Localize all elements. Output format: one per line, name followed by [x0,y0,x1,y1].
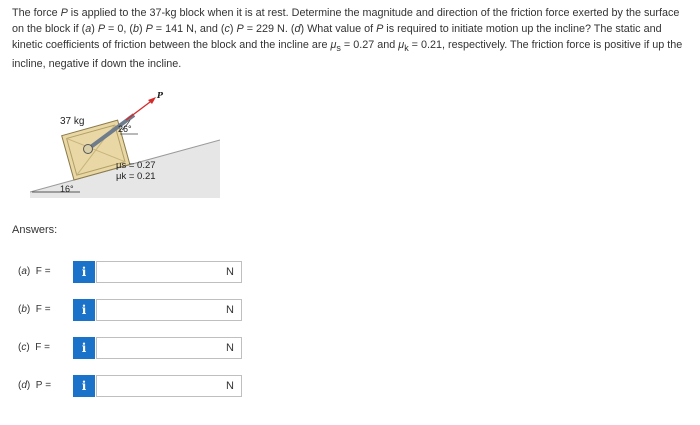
unit-label-c: N [226,342,234,354]
force-arrow [126,99,154,120]
answer-label-b: (b) F = [18,304,51,315]
answer-label-a: (a) F = [18,266,51,277]
answer-row-c [18,337,248,359]
info-icon[interactable]: i [73,261,95,283]
answer-row-a [18,261,248,283]
answers-label: Answers: [12,224,58,236]
mu-k-label: μk = 0.21 [116,171,156,182]
unit-label-d: N [226,380,234,392]
answer-row-d [18,375,248,397]
mass-label: 37 kg [60,116,85,127]
answer-label-c: (c) F = [18,342,50,353]
mu-s-label: μs = 0.27 [116,160,156,171]
info-icon[interactable]: i [73,337,95,359]
answer-input-c[interactable] [96,337,242,359]
force-label: P [157,90,164,100]
info-icon[interactable]: i [73,299,95,321]
answer-input-b[interactable] [96,299,242,321]
answer-input-a[interactable] [96,261,242,283]
incline-figure [30,86,220,198]
info-icon[interactable]: i [73,375,95,397]
problem-statement: The force P is applied to the 37-kg block when it is at rest. Determine the magnitude and direction of the friction force exerted by the surface on the block if (a) P = 0, (b) P = 141 N, and (c) P = 229 N. (d) What value of P is required to initiate motion up the incline? The static and kinetic coefficients of friction between the block and the incline are $\mu_s = 0.27$ and $\mu_k = 0.21$, respectively. The friction force is positive if up the incline, negative if down the incline. [12,7,683,71]
force-angle-label: 26° [118,124,132,134]
unit-label-b: N [226,304,234,316]
answer-row-b [18,299,248,321]
unit-label-a: N [226,266,234,278]
answer-label-d: (d) P = [18,380,52,391]
answer-input-d[interactable] [96,375,242,397]
pivot-pin [84,145,93,154]
incline-angle-label: 16° [60,184,74,194]
